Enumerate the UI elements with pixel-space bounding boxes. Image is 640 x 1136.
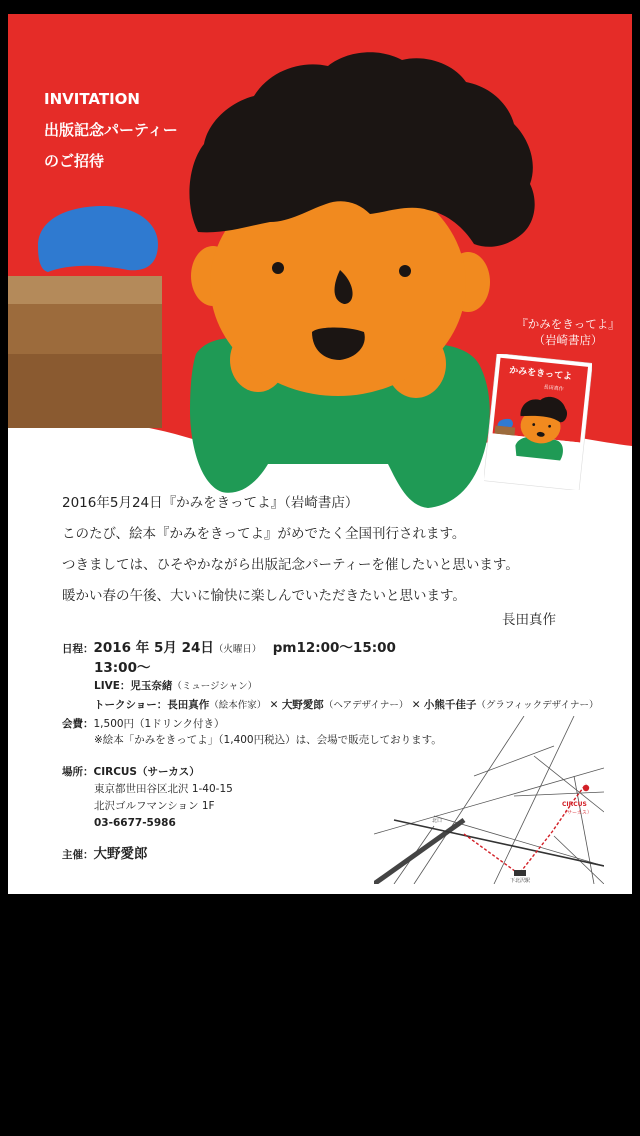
intro-line-2: このたび、絵本『かみをきってよ』がめでたく全国刊行されます。 — [62, 526, 466, 542]
talk-show-host: トークショー：長田真作 — [94, 699, 210, 711]
talk-cross-1: ✕ — [269, 699, 279, 711]
schedule-label: 日程： — [62, 643, 94, 655]
talk-guest-2: 大野愛郎 — [281, 699, 324, 711]
schedule-date: 2016 年 5月 24日 — [93, 640, 214, 656]
map-exit-label: 北口 — [432, 818, 443, 824]
venue-map — [374, 716, 604, 884]
venue-block — [62, 764, 233, 832]
thumbnail-author: 長田真作 — [543, 384, 564, 393]
intro-text — [62, 488, 582, 612]
venue-label: 場所： — [62, 766, 94, 778]
thumbnail-title: かみをきってよ — [508, 365, 573, 383]
invitation-subtitle-2: のご招待 — [44, 152, 105, 170]
venue-address-2: 北沢ゴルフマンション 1F — [94, 800, 215, 812]
talk-cross-2: ✕ — [411, 699, 421, 711]
map-circus-sub: （サーカス） — [562, 810, 592, 816]
talk-role-3: （グラフィックデザイナー） — [476, 700, 599, 711]
schedule-day: （火曜日） — [213, 644, 262, 655]
host-block — [62, 842, 148, 862]
intro-line-4: 暖かい春の午後、大いに愉快に楽しんでいただきたいと思います。 — [62, 588, 466, 604]
host-label: 主催： — [62, 849, 94, 861]
venue-name: CIRCUS（サーカス） — [93, 766, 200, 778]
invitation-card — [8, 14, 632, 894]
invitation-subtitle: 出版記念パーティー — [44, 121, 178, 139]
host-name: 大野愛郎 — [93, 846, 148, 862]
map-circus-label: CIRCUS — [562, 801, 587, 808]
talk-guest-3: 小熊千佳子 — [423, 699, 477, 711]
talk-role-1: （絵本作家） — [209, 700, 267, 711]
venue-phone: 03-6677-5986 — [94, 817, 176, 829]
fee-label: 会費： — [62, 718, 94, 730]
live-performer: LIVE：児玉奈緒 — [94, 680, 173, 692]
fee-value: 1,500円（1ドリンク付き） — [93, 718, 225, 730]
signature: 長田真作 — [502, 612, 556, 628]
book-caption-publisher: （岩崎書店） — [533, 333, 603, 347]
schedule-block — [62, 636, 598, 712]
book-caption — [508, 316, 628, 348]
map-station-label: 下北沢駅 — [510, 878, 531, 884]
live-role: （ミュージシャン） — [172, 681, 258, 692]
intro-line-3: つきましては、ひそやかながら出版記念パーティーを催したいと思います。 — [62, 557, 519, 573]
invitation-heading — [44, 84, 178, 177]
invitation-title: INVITATION — [44, 90, 140, 108]
start-time: 13:00〜 — [94, 660, 151, 676]
schedule-time: pm12:00〜15:00 — [272, 640, 396, 656]
fee-note: ※絵本「かみをきってよ」（1,400円税込）は、会場で販売しております。 — [94, 734, 442, 746]
book-cover-thumbnail — [484, 354, 592, 490]
intro-line-1: 2016年5月24日『かみをきってよ』（岩崎書店） — [62, 495, 359, 511]
venue-address-1: 東京都世田谷区北沢 1-40-15 — [94, 783, 233, 795]
book-caption-title: 『かみをきってよ』 — [516, 317, 620, 331]
talk-role-2: （ヘアデザイナー） — [323, 700, 409, 711]
